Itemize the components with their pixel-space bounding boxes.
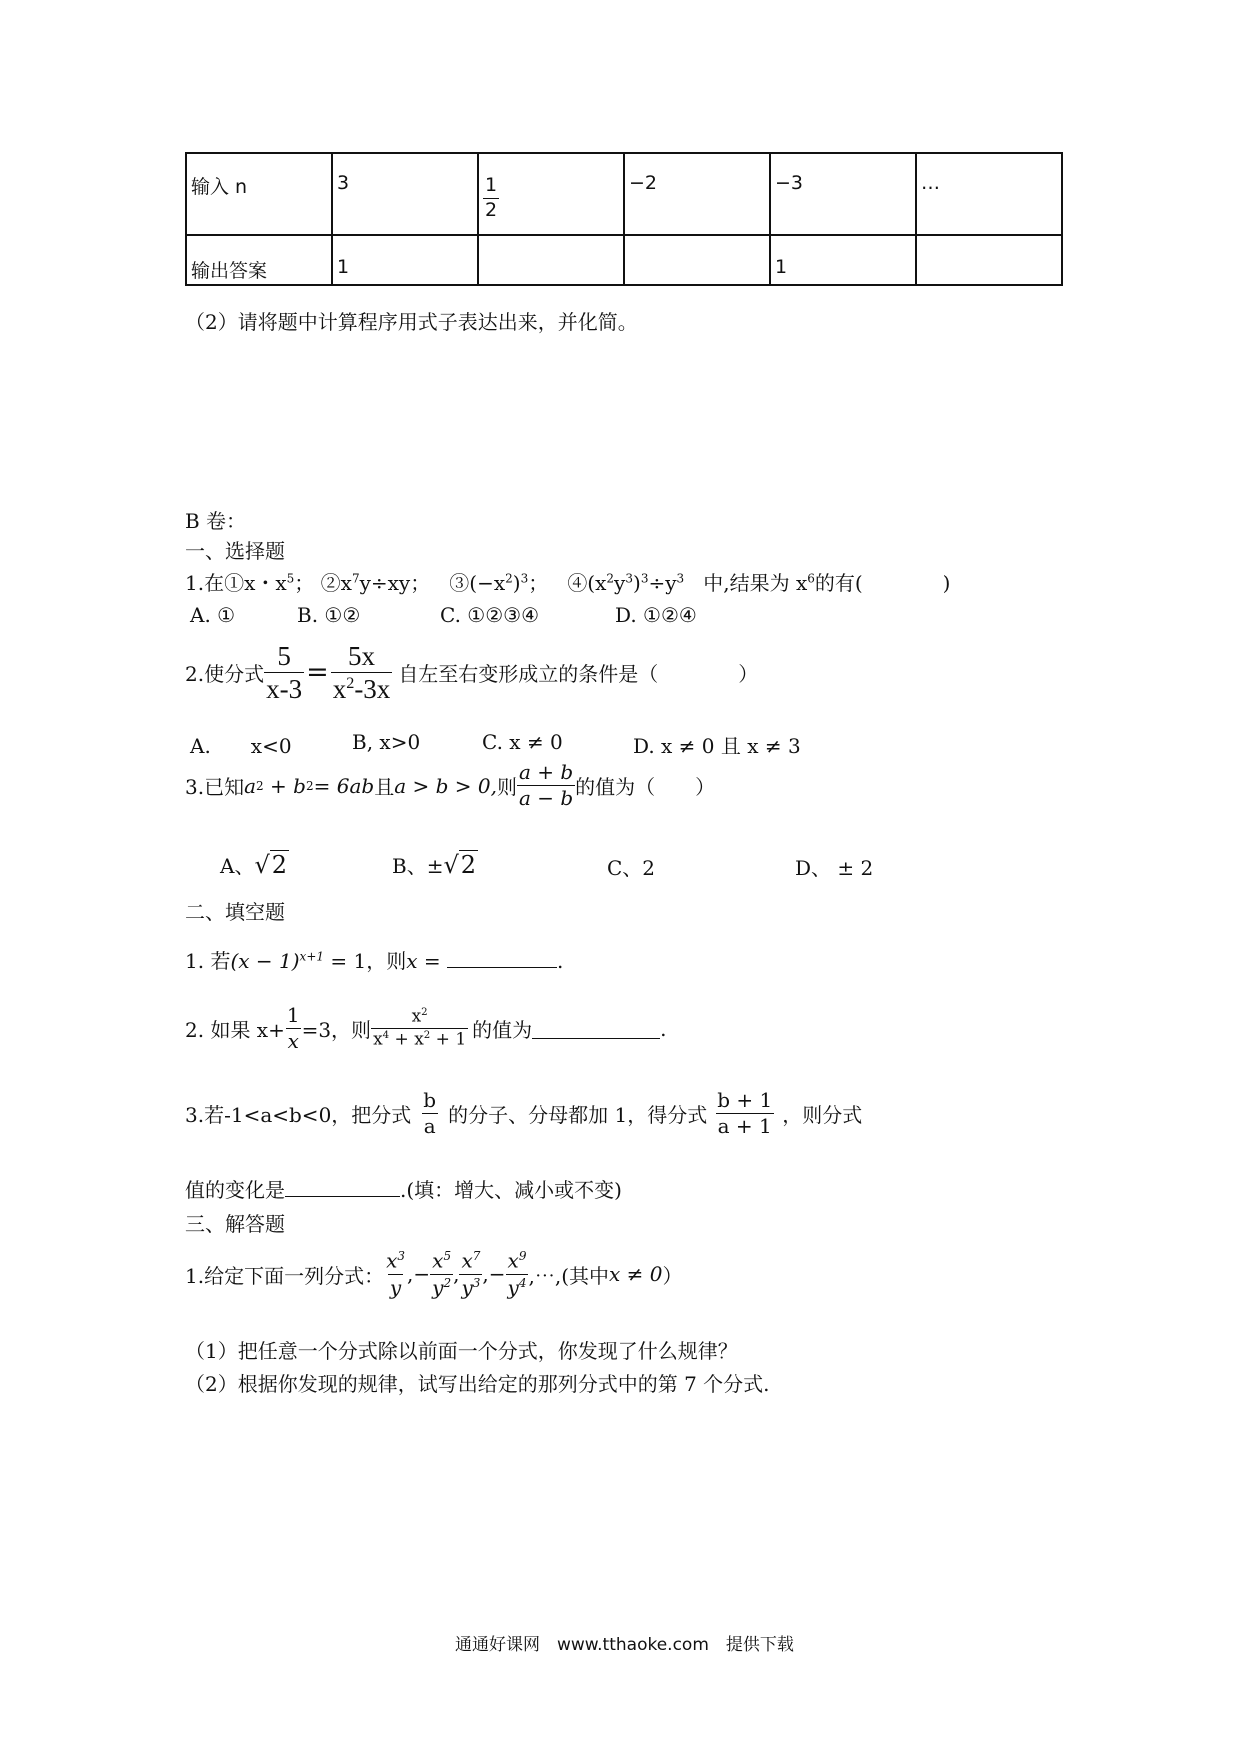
connector: 则 [496,775,517,799]
exponent: 3 [397,1249,406,1263]
section-heading: 二、填空题 [185,900,285,924]
denominator: a [423,1114,436,1138]
exponent: 2 [505,571,513,586]
question-text: 的分子、分母都加 1，得分式 [448,1103,708,1127]
fraction [264,642,304,704]
variable: a [244,773,257,798]
denominator: 2 [485,198,498,221]
den-part: x [373,1029,383,1050]
numerator: 1 [286,1003,300,1027]
table-cell: 输入 n [186,153,332,235]
fraction [331,642,393,704]
expr-1: ①x・x [224,571,287,595]
expr-3b: ) [512,571,521,595]
denominator [506,1274,529,1299]
fraction [483,176,499,221]
fraction [707,1090,782,1137]
question-tail: 的值为（ ） [575,775,716,799]
num-var: x [432,1248,444,1273]
denominator [371,1028,468,1050]
fraction [411,1090,448,1137]
expr-2b: y÷xy； [359,571,431,595]
expr-4: ④(x [567,571,607,595]
page-footer: 通通好课网 www.tthaoke.com 提供下载 [455,1635,794,1655]
den-part: + 1 [430,1029,467,1050]
separator: , [453,1262,460,1287]
sqrt-icon: √2 [443,851,477,879]
den-var: y [507,1275,519,1300]
question-tail: ） [662,1263,683,1288]
equals-sign: = [417,949,447,973]
denominator: x [287,1029,299,1053]
question-prefix: 3.若-1<a<b<0，把分式 [185,1103,412,1127]
section-heading: 一、选择题 [185,539,285,563]
num-var: x [507,1248,519,1273]
numerator: 5 [277,641,291,671]
table-cell: 输出答案 [186,235,332,285]
exponent: 3 [472,1275,481,1290]
den-part: + x [389,1029,424,1050]
denominator: a + 1 [717,1114,772,1138]
question-prefix: 2.使分式 [185,662,265,687]
den-part: -3x [354,674,391,705]
option-c: C. ①②③④ [440,603,540,627]
option-c: C. x ≠ 0 [482,730,563,754]
option-d: D. x ≠ 0 且 x ≠ 3 [633,734,801,758]
exponent: 7 [351,571,360,586]
sub-question-2: （2）根据你发现的规律，试写出给定的那列分式中的第 7 个分式. [185,1372,770,1396]
table-cell: … [916,153,1062,235]
exponent: 3 [676,571,685,586]
exponent: 2 [606,571,615,586]
numerator [430,1250,453,1274]
io-table [185,152,1063,286]
exponent: 3 [520,571,529,586]
question-tail: 自左至右变形成立的条件是（ ） [398,662,759,687]
den-var: y [389,1275,402,1300]
exponent: 3 [625,571,633,586]
answer-blank[interactable] [285,1196,400,1197]
fraction [285,1005,302,1052]
question-text: 值的变化是 [185,1178,285,1202]
exponent: 5 [286,571,295,586]
fraction [459,1250,482,1298]
exponent: 4 [518,1275,527,1290]
numerator: b + 1 [717,1088,773,1112]
variable: x [406,949,418,973]
exponent: 5 [443,1249,452,1263]
radicand: 2 [271,851,288,879]
table-cell-fraction [478,153,624,235]
table-cell: −2 [624,153,770,235]
table-cell: 1 [332,235,478,285]
option-d: D. ①②④ [615,603,697,627]
denominator: x-3 [266,674,303,705]
choice-question-2 [185,642,758,704]
table-cell: 3 [332,153,478,235]
fill-question-2 [185,1005,667,1052]
section-title: B 卷： [185,509,247,533]
numerator [459,1250,482,1274]
numerator: b [423,1088,437,1112]
fraction [506,1250,529,1298]
answer-blank[interactable] [447,967,557,968]
question-prefix: 3.已知 [185,775,245,799]
denominator: a − b [518,786,574,810]
fraction [384,1250,407,1298]
connector: =3，则 [301,1018,372,1042]
denominator [430,1274,453,1299]
option-a: A. ① [190,603,236,627]
exponent: 9 [518,1249,527,1263]
expr-4d: ÷y [648,571,677,595]
option-a: A. x<0 [190,734,292,758]
expr-4c: ) [633,571,641,595]
option-label: B、± [392,854,444,878]
separator: ； [528,571,549,595]
exponent: x+1 [299,949,325,964]
question-tail: 的值为 [472,1018,533,1042]
numerator [384,1250,407,1274]
expr-3: ③(−x [449,571,506,595]
exponent: 2 [346,674,355,693]
question-tail: 的有( ) [814,571,951,595]
expression: = 1，则 [324,949,407,973]
expression: (x − 1) [230,949,300,973]
option-d: D、 ± 2 [795,856,874,880]
fill-question-1 [185,945,563,974]
table-row [186,235,1062,285]
option-b [392,850,478,879]
question-tail: ,⋯,(其中 [528,1263,610,1288]
exponent: 2 [421,1006,428,1018]
question-prefix: 2. 如果 x+ [185,1018,285,1042]
section-heading: 三、解答题 [185,1212,285,1236]
separator: ； [294,571,315,595]
choice-question-3: 3.已知 a 2 + b 2 = 6ab 且 a > b > 0, 则 $\frac{a + b}{a - b}$ 的值为（ ） [185,760,716,810]
table-cell [478,235,624,285]
condition: a > b > 0, [394,773,497,798]
exponent: 3 [640,571,649,586]
table-cell: −3 [770,153,916,235]
num-var: x [386,1248,398,1273]
option-b: B, x>0 [352,730,421,754]
option-a [220,850,289,879]
numerator: 5x [348,641,376,671]
question-prefix: 1.给定下面一列分式： [185,1263,385,1288]
exponent: 7 [472,1249,481,1263]
exponent: 2 [443,1275,452,1290]
sub-question-1: （1）把任意一个分式除以前面一个分式，你发现了什么规律？ [185,1339,738,1363]
expr-4b: y [614,571,626,595]
period: . [556,949,564,973]
numerator: a + b [518,760,574,784]
num-part: x [411,1006,422,1027]
expression: = 6ab [313,773,375,798]
radicand: 2 [460,851,477,879]
table-cell: 1 [770,235,916,285]
fraction [371,1008,468,1050]
sqrt-icon: √2 [254,851,288,879]
numerator [410,1008,430,1029]
fill-question-3 [185,1090,862,1137]
question-text: （2）请将题中计算程序用式子表达出来，并化简。 [185,310,638,334]
fraction [517,762,575,809]
den-var: y [432,1275,444,1300]
den-part: x [332,674,347,705]
numerator: 1 [485,174,498,196]
table-cell [624,235,770,285]
variable: b [293,773,306,798]
question-prefix: 1.在 [185,571,225,595]
question-tail: 中,结果为 x [703,571,808,595]
answer-blank[interactable] [532,1018,660,1039]
denominator [388,1274,403,1299]
option-label: A、 [220,854,255,878]
question-prefix: 1. 若 [185,949,231,973]
denominator [459,1274,482,1299]
den-var: y [461,1275,473,1300]
exponent: 2 [423,1030,431,1041]
equals-sign: = [306,657,329,689]
num-var: x [461,1248,473,1273]
condition: x ≠ 0 [609,1262,663,1287]
fraction [430,1250,453,1298]
denominator [331,672,393,703]
question-tail: ，则分式 [782,1103,863,1127]
solve-question-1 [185,1250,683,1298]
option-c: C、2 [607,856,656,880]
choice-question-1 [185,567,950,596]
connector: 且 [374,775,395,799]
table-row [186,153,1062,235]
separator: ,− [407,1262,431,1287]
question-text: .(填：增大、减小或不变) [400,1178,622,1202]
fill-question-3-line2 [185,1174,622,1203]
expr-2: ②x [320,571,352,595]
separator: ,− [482,1262,506,1287]
table-cell [916,235,1062,285]
exponent: 6 [807,571,815,586]
exponent: 4 [382,1030,390,1041]
numerator [506,1250,529,1274]
period: . [660,1016,667,1041]
option-b: B. ①② [297,603,361,627]
